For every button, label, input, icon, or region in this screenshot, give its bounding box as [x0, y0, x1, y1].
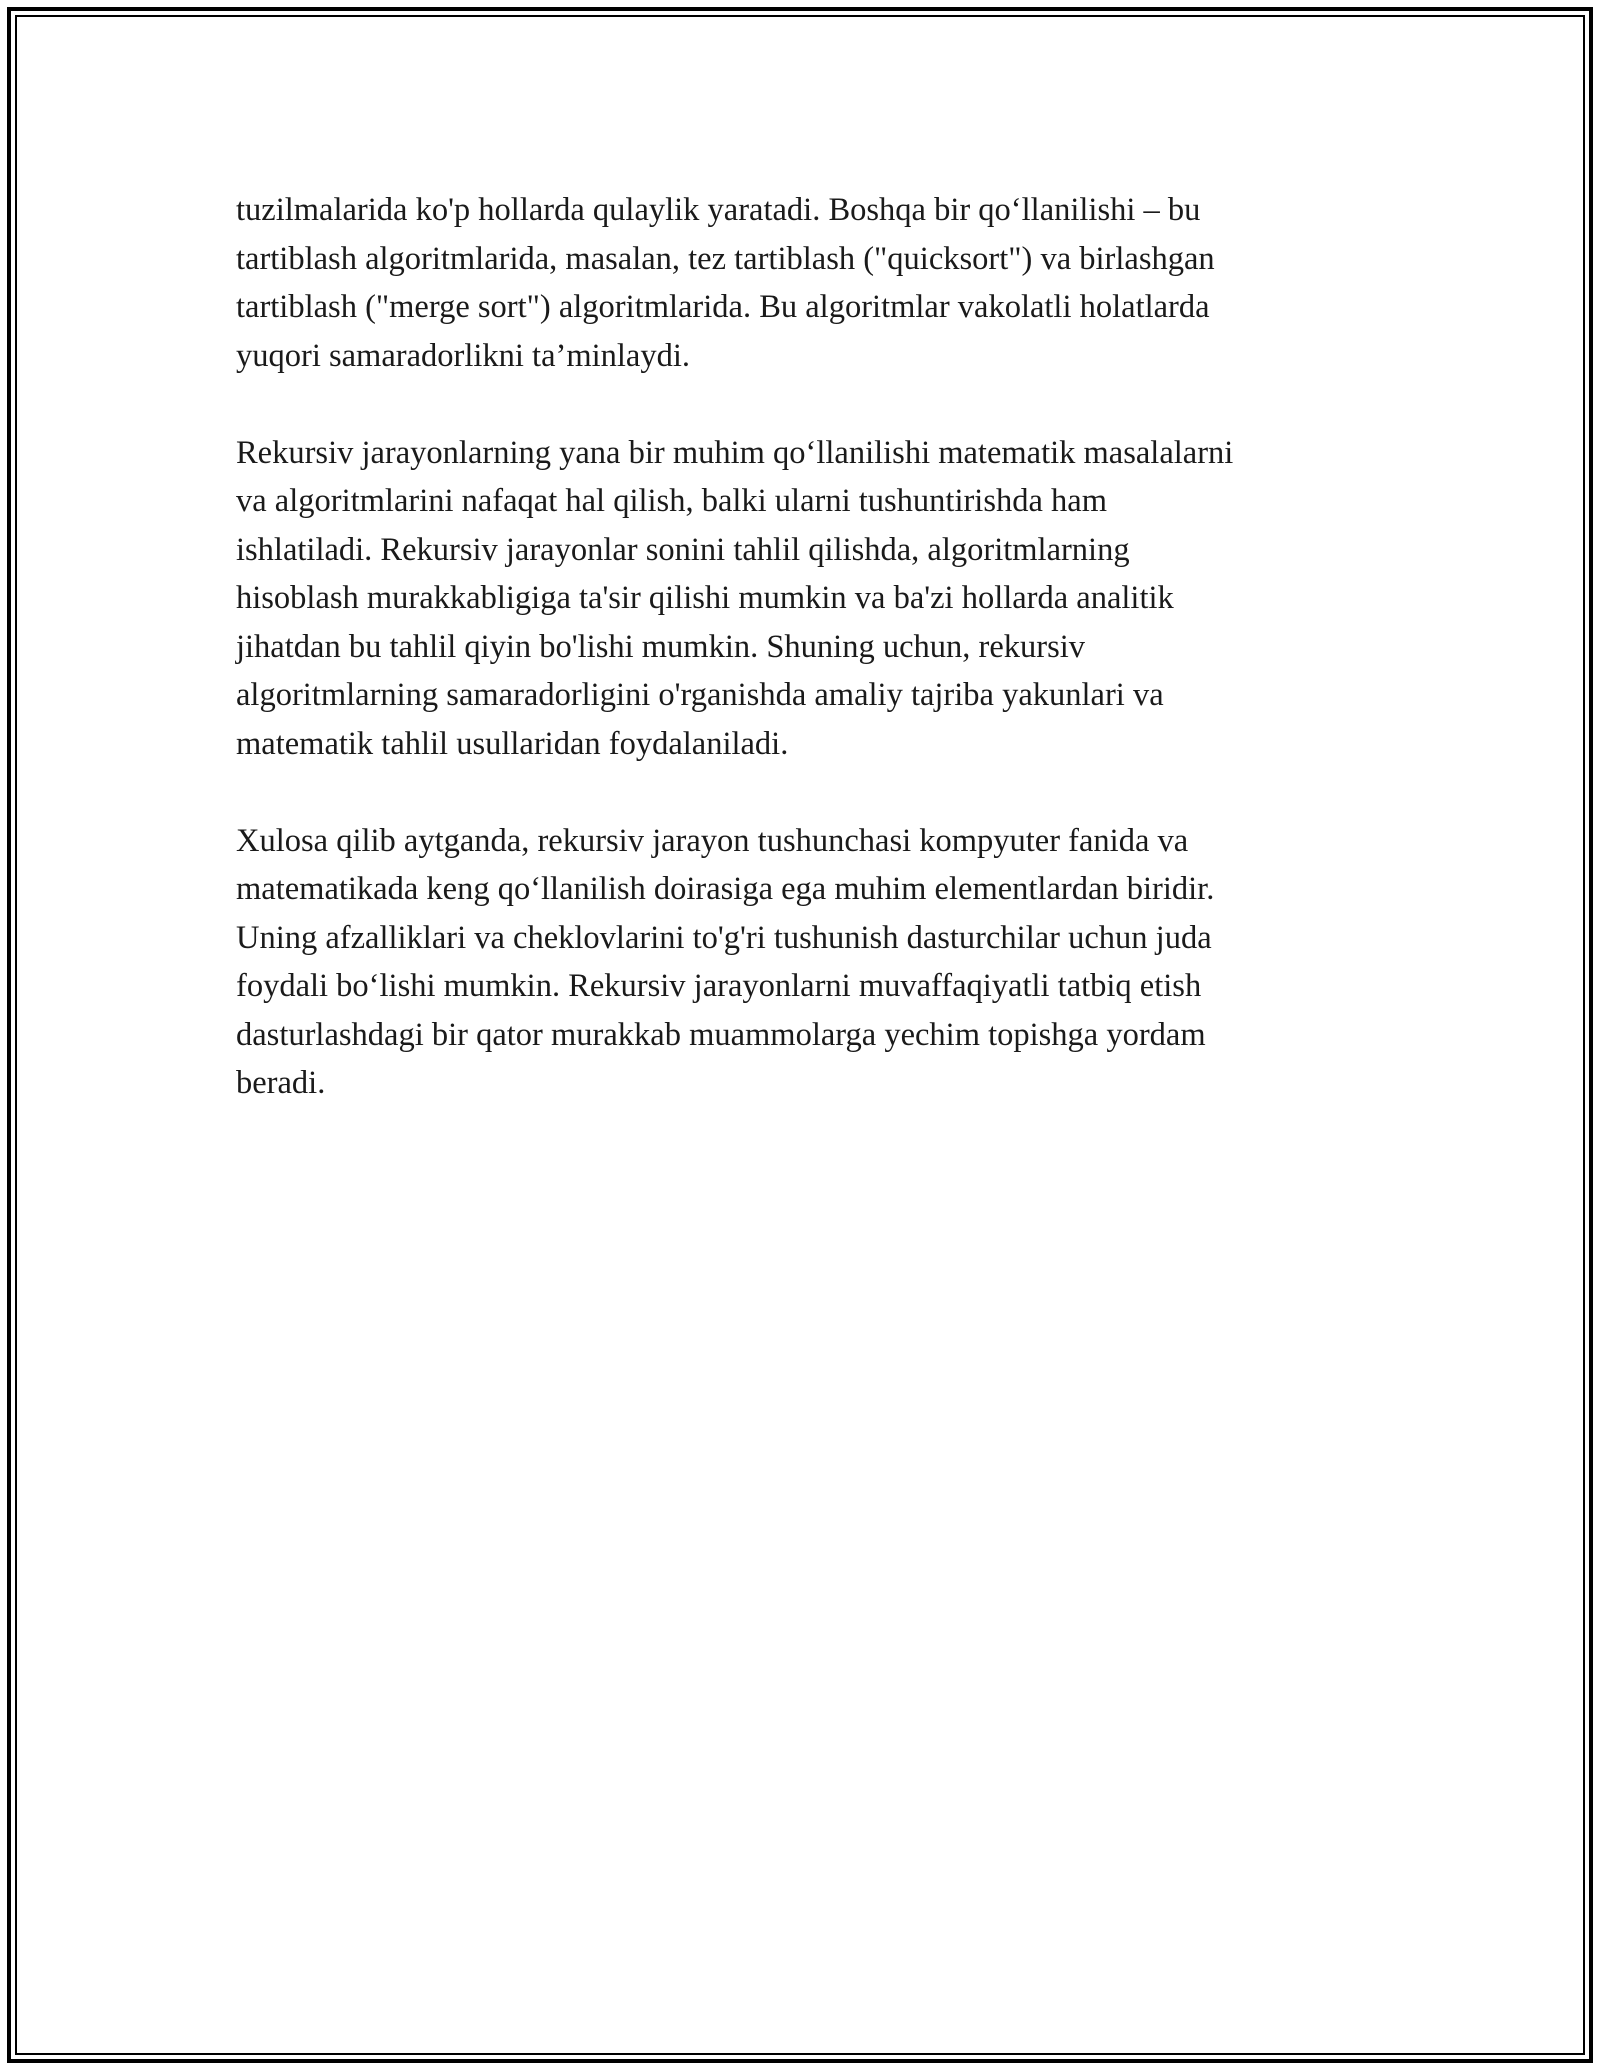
text-line: tartiblash algoritmlarida, masalan, tez tartiblash ("quicksort") va birlashgan — [236, 240, 1215, 277]
text-line: Rekursiv jarayonlarning yana bir muhim qo‘llanilishi matematik masalalarni — [236, 434, 1234, 471]
text-line: dasturlashdagi bir qator murakkab muammolarga yechim topishga yordam — [236, 1016, 1206, 1053]
paragraph-mathematical-analysis — [236, 429, 1386, 769]
text-line: tuzilmalarida ko'p hollarda qulaylik yaratadi. Boshqa bir qo‘llanilishi – bu — [236, 192, 1201, 228]
text-line: hisoblash murakkabligiga ta'sir qilishi mumkin va ba'zi hollarda analitik — [236, 580, 1174, 616]
paragraph-conclusion — [236, 817, 1386, 1108]
text-line: matematikada keng qo‘llanilish doirasiga ega muhim elementlardan biridir. — [236, 871, 1215, 907]
text-line: foydali bo‘lishi mumkin. Rekursiv jarayonlarni muvaffaqiyatli tatbiq etish — [236, 968, 1202, 1004]
text-line: Uning afzalliklari va cheklovlarini to'g'ri tushunish dasturchilar uchun juda — [236, 919, 1212, 956]
text-line: tartiblash ("merge sort") algoritmlarida. Bu algoritmlar vakolatli holatlarda — [236, 289, 1210, 325]
text-line: matematik tahlil usullaridan foydalaniladi. — [236, 725, 789, 762]
text-line: yuqori samaradorlikni ta’minlaydi. — [236, 337, 690, 374]
document-body — [236, 186, 1386, 1156]
text-line: ishlatiladi. Rekursiv jarayonlar sonini tahlil qilishda, algoritmlarning — [236, 531, 1130, 568]
text-line: beradi. — [236, 1065, 326, 1101]
text-line: va algoritmlarini nafaqat hal qilish, balki ularni tushuntirishda ham — [236, 483, 1107, 519]
text-line: Xulosa qilib aytganda, rekursiv jarayon tushunchasi kompyuter fanida va — [236, 822, 1189, 859]
text-line: algoritmlarning samaradorligini o'rganishda amaliy tajriba yakunlari va — [236, 677, 1164, 713]
paragraph-sorting-applications — [236, 186, 1386, 380]
text-line: jihatdan bu tahlil qiyin bo'lishi mumkin. Shuning uchun, rekursiv — [236, 628, 1085, 665]
